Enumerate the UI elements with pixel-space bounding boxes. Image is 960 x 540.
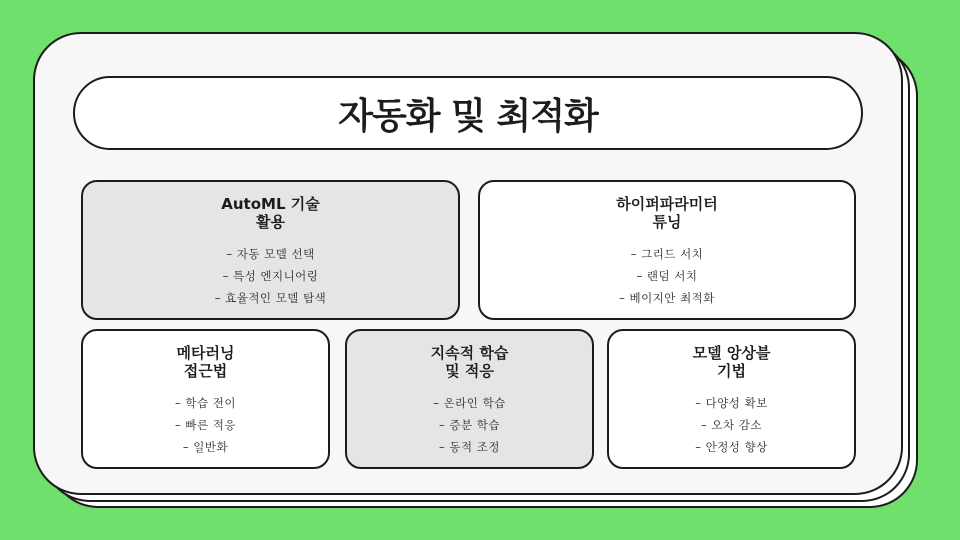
card-title-line-2: 기법	[717, 362, 746, 380]
card-title-line-2: 튜닝	[652, 213, 682, 231]
bullet-item: – 일반화	[182, 440, 229, 454]
bullet-list	[175, 392, 236, 458]
card-title-line-1: 모델 앙상블	[692, 344, 771, 362]
card-title	[83, 195, 458, 231]
bullet-item: – 오차 감소	[700, 418, 762, 432]
title-banner	[73, 76, 863, 150]
bullet-list	[619, 243, 715, 309]
bullet-list	[695, 392, 768, 458]
slide-title: 자동화 및 최적화	[338, 95, 598, 137]
card-title	[347, 344, 592, 380]
bullet-item: – 자동 모델 선택	[226, 247, 315, 261]
card-title-line-1: 하이퍼파라미터	[616, 195, 718, 213]
bullet-item: – 그리드 서치	[630, 247, 704, 261]
card-title	[480, 195, 854, 231]
bullet-item: – 랜덤 서치	[636, 269, 698, 283]
card-model-ensemble	[607, 329, 856, 469]
card-hyperparameter-tuning	[478, 180, 856, 320]
bullet-item: – 빠른 적응	[175, 418, 236, 432]
bullet-item: – 안정성 향상	[695, 440, 768, 454]
bullet-item: – 다양성 확보	[695, 396, 768, 410]
card-title-line-2: 및 적응	[445, 362, 494, 380]
bullet-item: – 동적 조정	[438, 440, 500, 454]
card-title-line-1: 지속적 학습	[430, 344, 509, 362]
bullet-item: – 베이지안 최적화	[619, 291, 715, 305]
card-title-line-1: 메타러닝	[176, 344, 235, 362]
bullet-list	[433, 392, 506, 458]
bullet-item: – 증분 학습	[438, 418, 500, 432]
card-title-line-2: 활용	[256, 213, 285, 231]
card-title	[83, 344, 328, 380]
bullet-item: – 특성 엔지니어링	[222, 269, 319, 283]
card-title	[609, 344, 854, 380]
bullet-item: – 온라인 학습	[433, 396, 506, 410]
card-meta-learning	[81, 329, 330, 469]
bullet-item: – 효율적인 모델 탐색	[214, 291, 327, 305]
card-continual-learning	[345, 329, 594, 469]
card-title-line-1: AutoML 기술	[221, 195, 320, 213]
bullet-list	[215, 243, 327, 309]
bullet-item: – 학습 전이	[175, 396, 236, 410]
card-title-line-2: 접근법	[183, 362, 228, 380]
card-automl	[81, 180, 460, 320]
